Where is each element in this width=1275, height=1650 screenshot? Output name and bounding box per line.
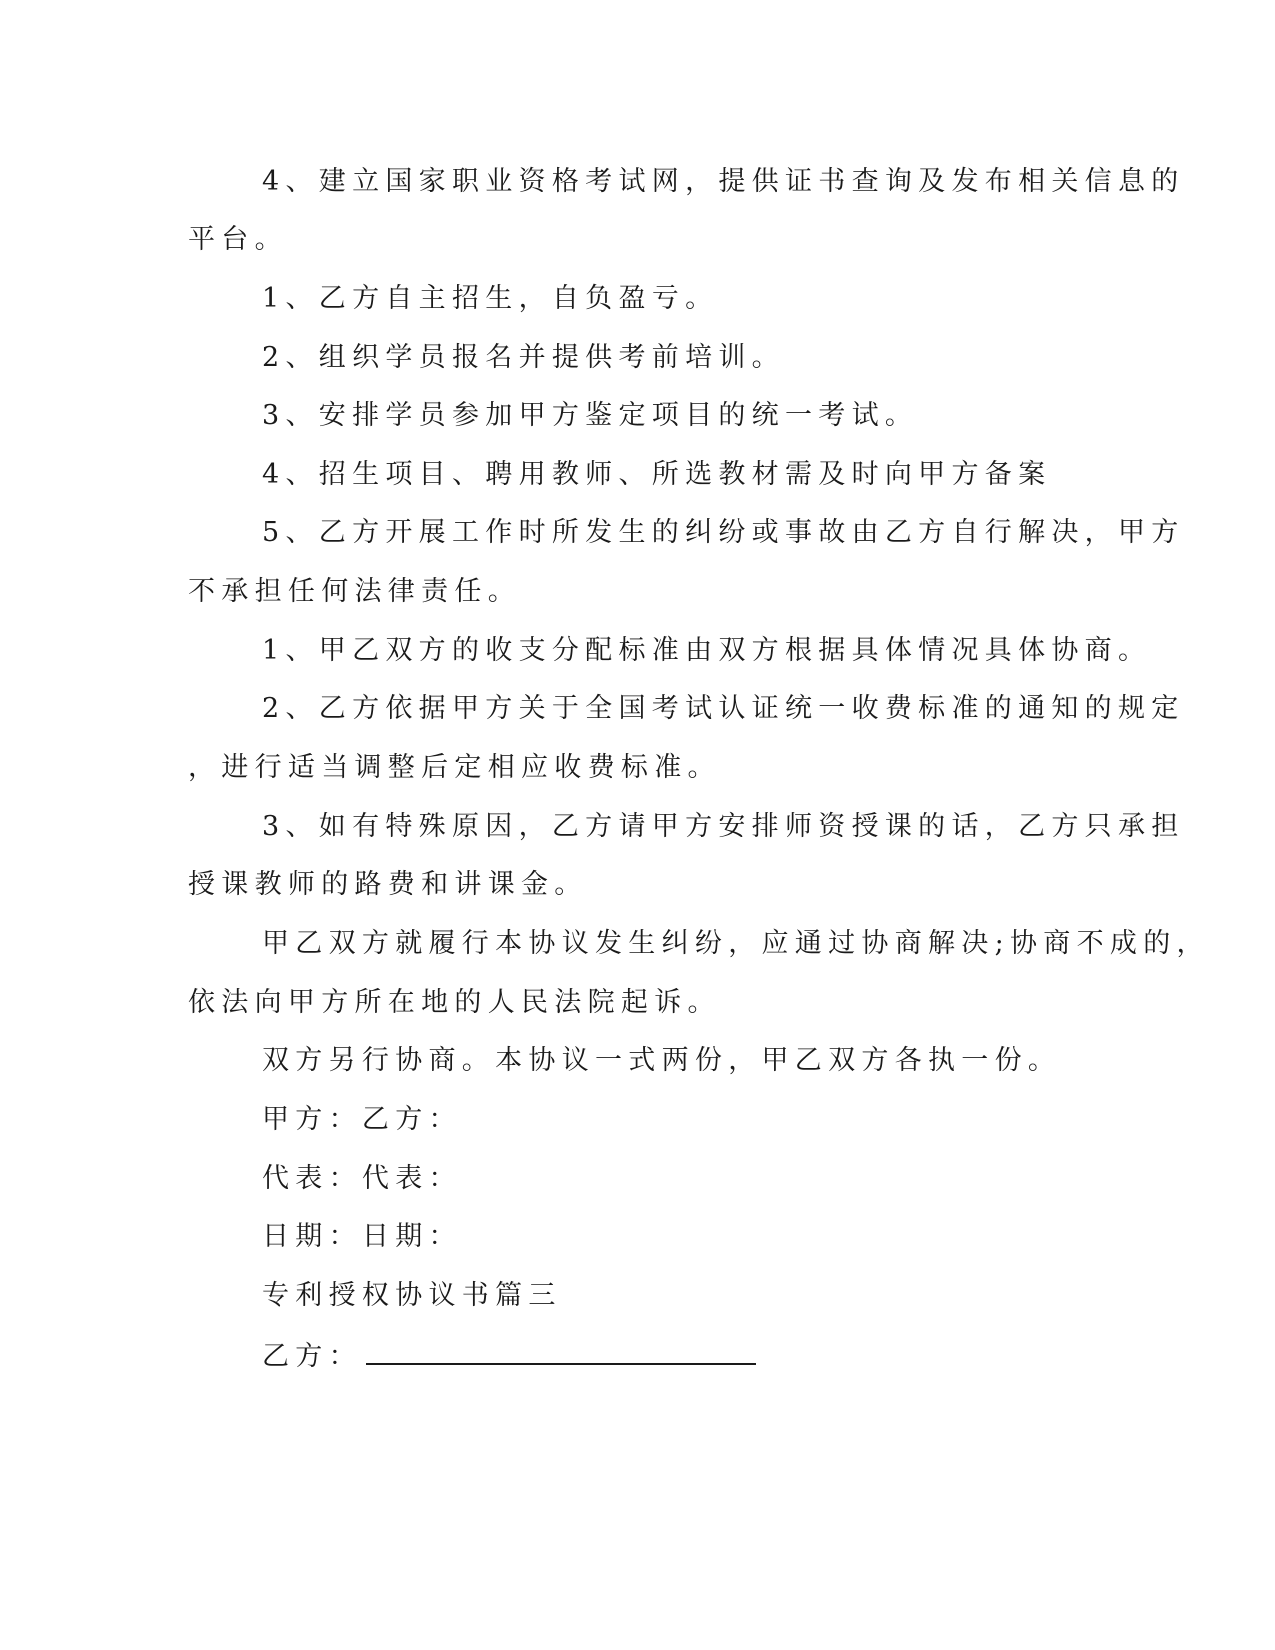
paragraph-c3-line-1: 3、如有特殊原因，乙方请甲方安排师资授课的话，乙方只承担 xyxy=(262,811,1185,842)
paragraph-b2: 2、组织学员报名并提供考前培训。 xyxy=(262,342,785,373)
paragraph-4-line-2: 平台。 xyxy=(188,224,288,255)
paragraph-c2-line-1: 2、乙方依据甲方关于全国考试认证统一收费标准的通知的规定 xyxy=(262,693,1185,724)
paragraph-c2-line-2: ，进行适当调整后定相应收费标准。 xyxy=(188,752,721,783)
paragraph-b5-line-1: 5、乙方开展工作时所发生的纠纷或事故由乙方自行解决，甲方 xyxy=(262,517,1185,548)
paragraph-b4: 4、招生项目、聘用教师、所选教材需及时向甲方备案 xyxy=(262,459,1052,490)
party-b-blank-line xyxy=(366,1337,756,1365)
section-title: 专利授权协议书篇三 xyxy=(262,1280,562,1311)
paragraph-b1: 1、乙方自主招生，自负盈亏。 xyxy=(262,283,719,314)
paragraph-4-line-1: 4、建立国家职业资格考试网，提供证书查询及发布相关信息的 xyxy=(262,166,1185,197)
dispute-paragraph-line-1: 甲乙双方就履行本协议发生纠纷，应通过协商解决;协商不成的， xyxy=(262,928,1210,959)
paragraph-c1: 1、甲乙双方的收支分配标准由双方根据具体情况具体协商。 xyxy=(262,635,1152,666)
paragraph-c3-line-2: 授课教师的路费和讲课金。 xyxy=(188,869,588,900)
paragraph-b5-line-2: 不承担任何法律责任。 xyxy=(188,576,521,607)
signature-parties: 甲方：乙方： xyxy=(262,1104,462,1135)
party-b-label: 乙方： xyxy=(262,1341,362,1372)
paragraph-b3: 3、安排学员参加甲方鉴定项目的统一考试。 xyxy=(262,400,919,431)
signature-dates: 日期：日期： xyxy=(262,1221,462,1252)
party-b-field xyxy=(262,1337,756,1375)
signature-representatives: 代表：代表： xyxy=(262,1163,462,1194)
dispute-paragraph-line-2: 依法向甲方所在地的人民法院起诉。 xyxy=(188,987,721,1018)
copies-paragraph: 双方另行协商。本协议一式两份，甲乙双方各执一份。 xyxy=(262,1045,1062,1076)
